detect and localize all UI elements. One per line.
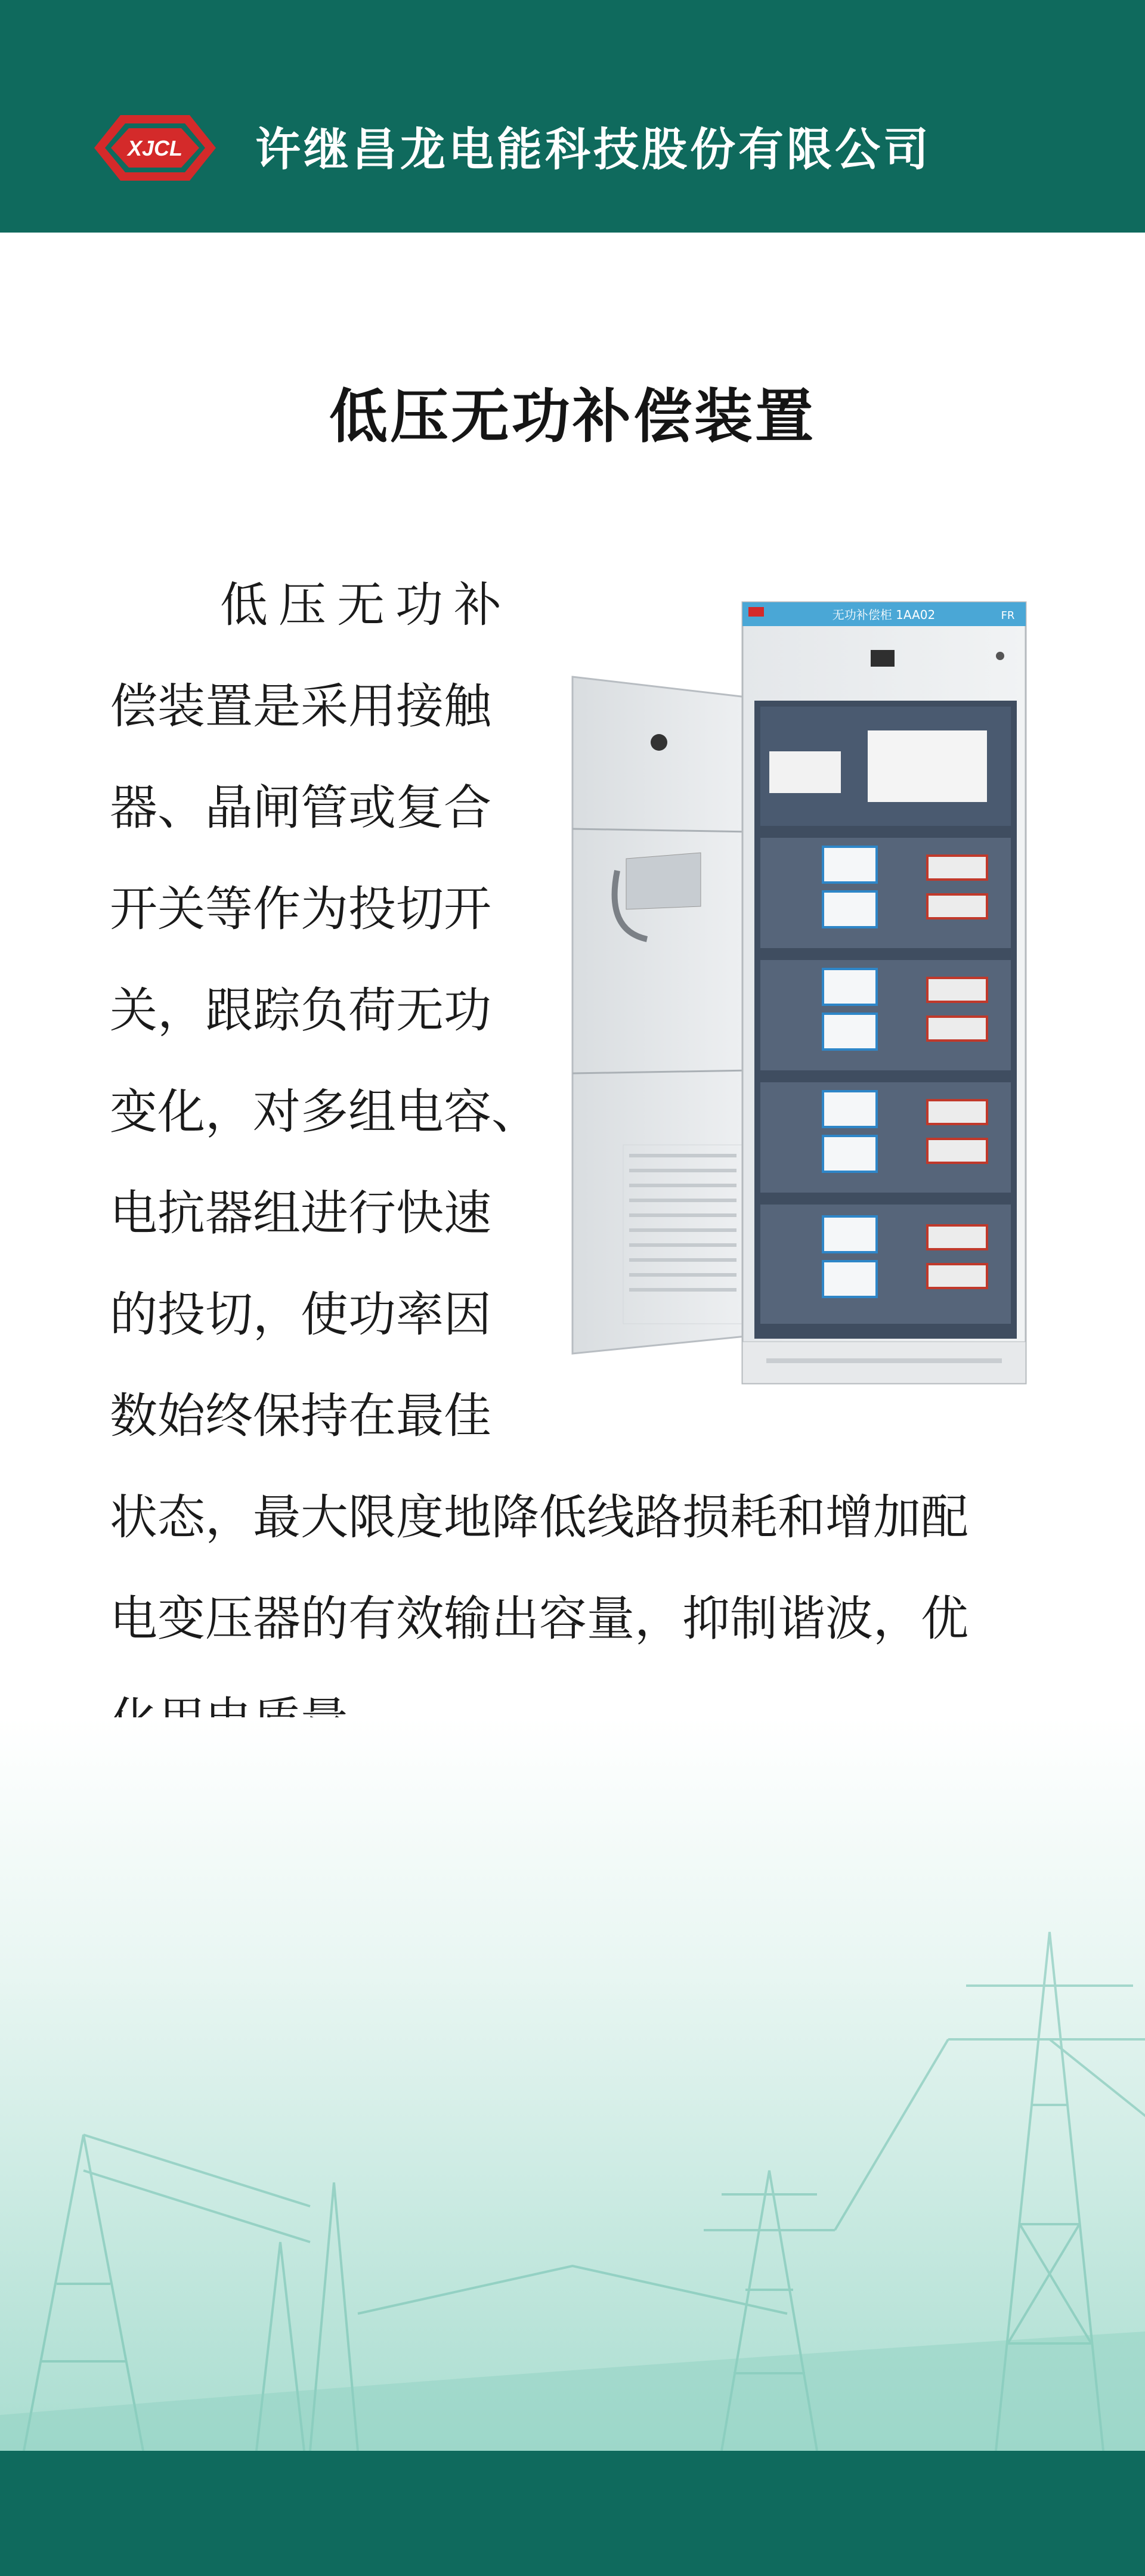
description-line: 的投切，使功率因 [110, 1287, 491, 1342]
description-line: 电抗器组进行快速 [110, 1185, 491, 1241]
description-line: 状态，最大限度地降低线路损耗和增加配 [110, 1490, 968, 1545]
footer-band [0, 2451, 1145, 2576]
description-line: 关，跟踪负荷无功 [110, 983, 491, 1038]
logo-text: XJCL [127, 136, 183, 160]
description [110, 566, 1040, 1783]
description-line: 变化，对多组电容、 [110, 1084, 539, 1140]
header-band [0, 0, 1145, 233]
description-line: 数始终保持在最佳 [110, 1388, 491, 1444]
description-line: 电变压器的有效输出容量，抑制谐波，优 [110, 1591, 968, 1646]
description-line: 低压无功补 [220, 577, 512, 633]
cabinet-name-plate: 无功补偿柜 1AA02 [832, 608, 936, 622]
description-line: 器、晶闸管或复合 [110, 780, 491, 835]
company-logo [83, 110, 224, 185]
description-line: 偿装置是采用接触 [110, 679, 491, 734]
cabinet-plate-mark: FR [1001, 609, 1015, 622]
page-title: 低压无功补偿装置 [329, 383, 816, 451]
company-name: 许继昌龙电能科技股份有限公司 [255, 123, 932, 176]
description-line: 开关等作为投切开 [110, 881, 491, 937]
power-tower-background [0, 1717, 1145, 2451]
